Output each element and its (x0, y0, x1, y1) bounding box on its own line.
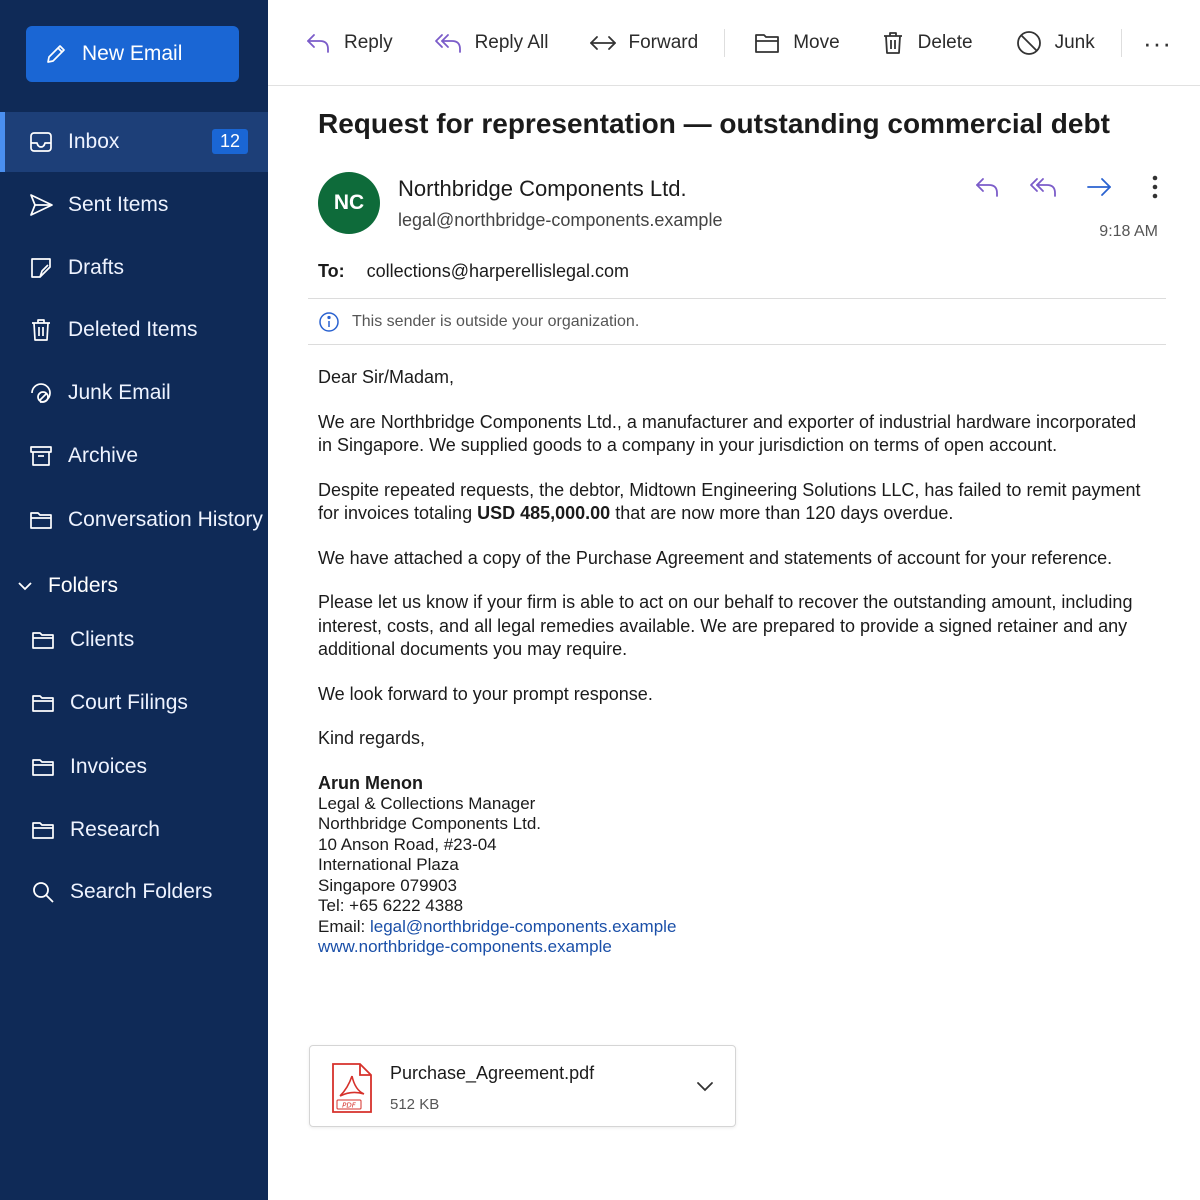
greeting: Dear Sir/Madam, (318, 367, 455, 387)
body-paragraph (318, 479, 1148, 526)
sender-avatar: NC (318, 172, 380, 234)
message-time: 9:18 AM (1099, 223, 1158, 240)
toolbar-divider (1121, 29, 1122, 57)
recipient-row (318, 261, 629, 282)
sidebar-item-label: Archive (68, 444, 139, 467)
sidebar-item-archive[interactable] (0, 426, 268, 486)
junk-icon (28, 380, 54, 406)
to-label: To: (318, 261, 345, 281)
sidebar-search-folders[interactable] (0, 862, 268, 922)
new-email-label: New Email (82, 42, 183, 65)
archive-icon (28, 443, 54, 469)
sidebar-item-junk-email[interactable] (0, 363, 268, 423)
signature-name: Arun Menon (318, 772, 423, 793)
folder-icon (30, 817, 56, 843)
reply-all-button[interactable] (433, 23, 549, 63)
more-options-button[interactable]: ··· (1143, 27, 1172, 58)
sidebar-item-label: Sent Items (68, 193, 169, 216)
folders-label: Folders (48, 574, 119, 597)
info-icon (318, 311, 340, 333)
trash-icon (880, 30, 906, 56)
move-label: Move (793, 31, 840, 53)
inbox-icon (28, 129, 54, 155)
unread-count-badge: 12 (212, 129, 248, 154)
message-reply-button[interactable] (970, 172, 1004, 202)
toolbar-divider (724, 29, 725, 57)
sidebar-item-inbox[interactable] (0, 112, 268, 172)
command-toolbar (268, 0, 1200, 86)
signature-block (318, 772, 1148, 958)
forward-icon (589, 31, 617, 55)
reply-all-icon (1028, 174, 1058, 200)
message-body (318, 366, 1148, 958)
folder-icon (30, 627, 56, 653)
body-paragraph: We look forward to your prompt response. (318, 683, 653, 704)
signature-email-link[interactable]: legal@northbridge-components.example (369, 916, 677, 936)
send-icon (28, 192, 54, 218)
chevron-down-icon[interactable] (695, 1076, 715, 1096)
delete-button[interactable] (880, 23, 973, 63)
pdf-icon-label: PDF (342, 1101, 356, 1110)
sender-email[interactable]: legal@northbridge-components.example (398, 210, 723, 230)
forward-button[interactable] (589, 23, 699, 63)
body-text: Despite repeated requests, the debtor, Midtown Engineering Solutions LLC, has failed to remit payment for invoices totaling (318, 479, 1141, 523)
attachment-size: 512 KB (390, 1096, 440, 1113)
sidebar-item-label: Junk Email (68, 381, 171, 404)
email-label: Email: (318, 916, 370, 936)
message-actions (970, 172, 1172, 202)
signature-phone: Tel: +65 6222 4388 (318, 896, 464, 915)
sidebar-item-label: Inbox (68, 130, 120, 153)
reply-label: Reply (344, 31, 393, 53)
external-sender-text: This sender is outside your organization. (352, 313, 640, 330)
sidebar-item-sent-items[interactable] (0, 175, 268, 235)
forward-label: Forward (628, 31, 699, 53)
signature-company: Northbridge Components Ltd. (318, 814, 542, 833)
reply-icon (304, 30, 332, 56)
sidebar-folder-clients[interactable] (0, 610, 268, 670)
junk-button[interactable] (1015, 23, 1095, 63)
signature-address: 10 Anson Road, #23-04 (318, 834, 497, 854)
closing: Kind regards, (318, 728, 426, 748)
divider (308, 298, 1166, 299)
junk-label: Junk (1054, 31, 1095, 53)
sidebar-item-label: Deleted Items (68, 318, 198, 341)
message-more-button[interactable] (1138, 172, 1172, 202)
trash-icon (28, 317, 54, 343)
sidebar-folder-research[interactable] (0, 800, 268, 860)
sidebar-item-deleted-items[interactable] (0, 300, 268, 360)
body-paragraph: We have attached a copy of the Purchase Agreement and statements of account for your reference. (318, 547, 1113, 568)
sidebar-item-label: Drafts (68, 256, 125, 279)
sidebar-item-label: Search Folders (70, 880, 213, 903)
folder-icon (28, 507, 54, 533)
message-subject: Request for representation — outstanding commercial debt (318, 108, 1110, 139)
delete-label: Delete (917, 31, 973, 53)
invoice-amount: USD 485,000.00 (477, 503, 611, 523)
reply-icon (973, 174, 1001, 200)
move-button[interactable] (753, 23, 839, 63)
reply-all-icon (433, 30, 463, 56)
sidebar-item-conversation-history[interactable] (0, 490, 268, 550)
signature-title: Legal & Collections Manager (318, 793, 536, 813)
body-paragraph: Please let us know if your firm is able to act on our behalf to recover the outstanding amount, including interest, costs, and all legal remedies available. We are prepared to provide a signed retainer and any additional documents you may require. (318, 592, 1133, 659)
signature-email-row (318, 917, 1148, 938)
body-paragraph: We are Northbridge Components Ltd., a manufacturer and exporter of industrial hardware incorporated in Singapore. We supplied goods to a company in your jurisdiction on terms of open account. (318, 411, 1137, 455)
sidebar-folder-court-filings[interactable] (0, 673, 268, 733)
attachment-card[interactable] (309, 1045, 736, 1127)
pdf-file-icon (330, 1062, 374, 1114)
body-text: that are now more than 120 days overdue. (610, 503, 954, 523)
reply-all-label: Reply All (474, 31, 549, 53)
sidebar-item-label: Clients (70, 628, 135, 651)
sidebar (0, 0, 268, 1200)
new-email-button[interactable] (26, 26, 239, 82)
sidebar-item-label: Research (70, 818, 160, 841)
recipient-address[interactable]: collections@harperellislegal.com (366, 261, 630, 281)
folder-icon (753, 30, 781, 56)
signature-website-link[interactable]: www.northbridge-components.example (318, 937, 612, 956)
block-icon (1015, 29, 1043, 57)
folders-section-toggle[interactable] (16, 568, 118, 604)
chevron-down-icon (16, 577, 34, 595)
more-vertical-icon (1150, 174, 1160, 200)
signature-address: Singapore 079903 (318, 875, 457, 895)
message-forward-button[interactable] (1082, 172, 1116, 202)
signature-address: International Plaza (318, 855, 459, 874)
pencil-icon (44, 42, 68, 66)
draft-icon (28, 255, 54, 281)
sidebar-item-label: Conversation History (68, 508, 263, 531)
sender-name[interactable]: Northbridge Components Ltd. (398, 176, 687, 201)
divider (308, 344, 1166, 345)
sidebar-item-label: Invoices (70, 755, 148, 778)
reply-button[interactable] (304, 23, 393, 63)
sidebar-item-label: Court Filings (70, 691, 188, 714)
sidebar-folder-invoices[interactable] (0, 737, 268, 797)
attachment-name: Purchase_Agreement.pdf (390, 1063, 595, 1083)
message-reply-all-button[interactable] (1026, 172, 1060, 202)
folder-icon (30, 754, 56, 780)
search-icon (30, 879, 56, 905)
arrow-right-icon (1085, 175, 1113, 199)
sidebar-item-drafts[interactable] (0, 238, 268, 298)
folder-icon (30, 690, 56, 716)
external-sender-notice (318, 311, 639, 333)
